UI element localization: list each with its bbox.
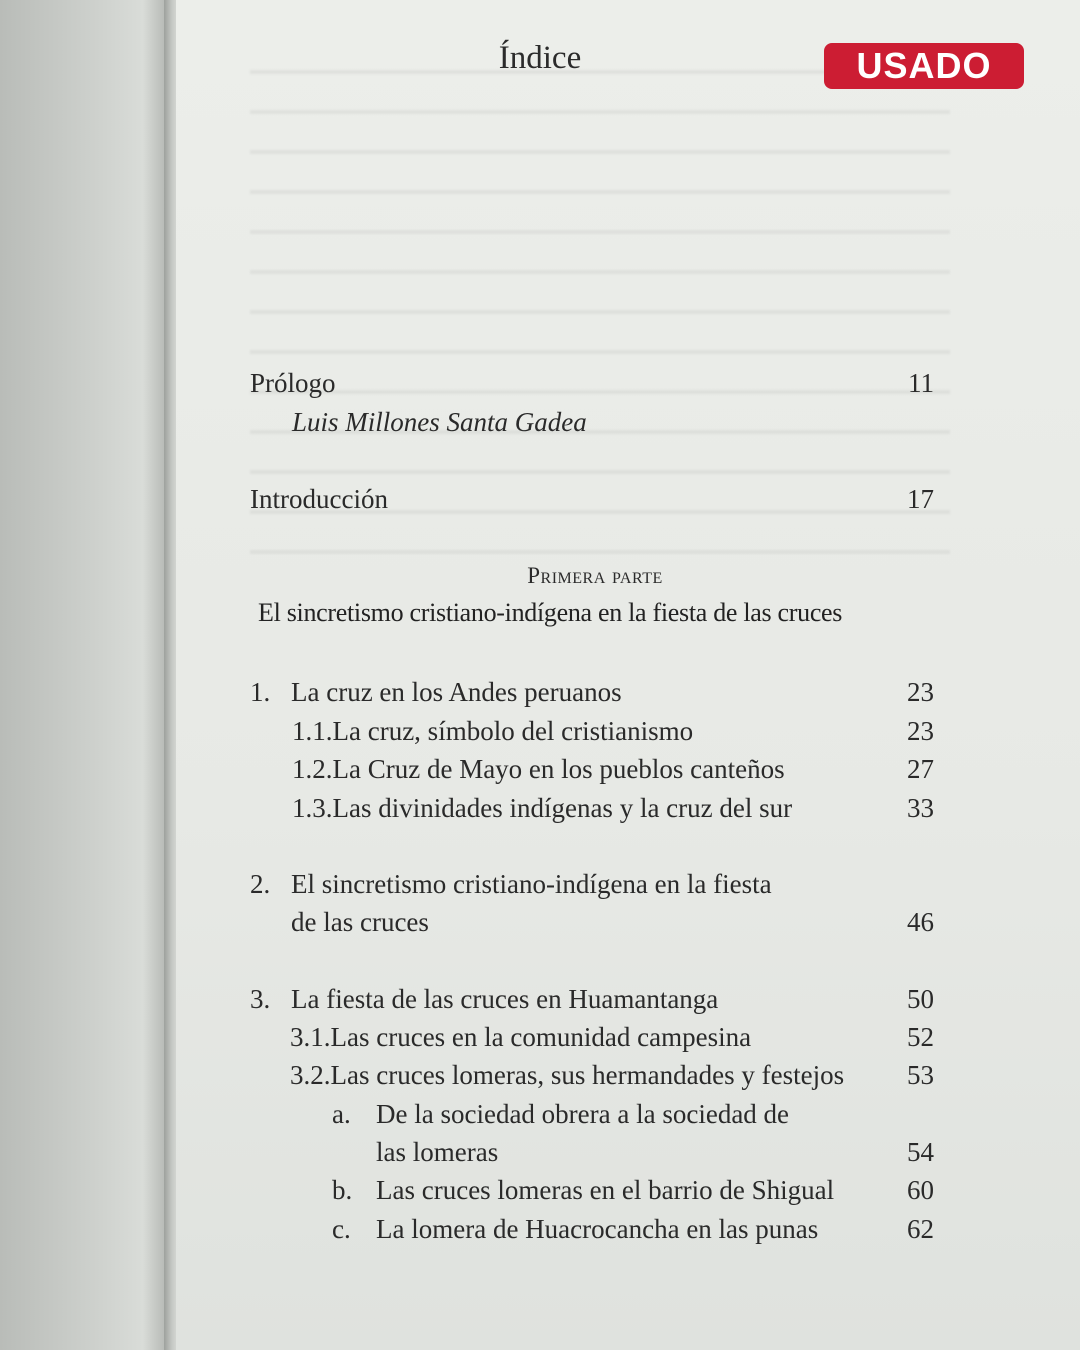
introduction-page: 17 bbox=[907, 484, 934, 514]
chapter-title-continued: de las cruces bbox=[291, 907, 429, 937]
section-title: 3.2.Las cruces lomeras, sus hermandades y festejos bbox=[290, 1060, 845, 1090]
subsection-page: 54 bbox=[907, 1137, 934, 1167]
subsection-letter: b. bbox=[332, 1175, 353, 1205]
section-page: 52 bbox=[907, 1022, 934, 1052]
section-page: 23 bbox=[907, 716, 934, 746]
section-title: 1.3.Las divinidades indígenas y la cruz del sur bbox=[292, 793, 793, 823]
prologue-author: Luis Millones Santa Gadea bbox=[292, 407, 587, 437]
section-page: 33 bbox=[907, 793, 934, 823]
section-title: 1.2.La Cruz de Mayo en los pueblos canteños bbox=[292, 754, 785, 784]
part-heading: Primera parte bbox=[527, 563, 663, 588]
page-title: Índice bbox=[498, 40, 582, 76]
subsection-page: 60 bbox=[907, 1175, 934, 1205]
subsection-letter: a. bbox=[332, 1099, 351, 1129]
subsection-title: Las cruces lomeras en el barrio de Shigual bbox=[376, 1175, 835, 1205]
chapter-title: El sincretismo cristiano-indígena en la fiesta bbox=[291, 869, 772, 899]
prologue-label: Prólogo bbox=[250, 368, 336, 398]
chapter-title: La fiesta de las cruces en Huamantanga bbox=[291, 984, 719, 1014]
subsection-page: 62 bbox=[907, 1214, 934, 1244]
chapter-number: 2. bbox=[250, 869, 271, 899]
chapter-title: La cruz en los Andes peruanos bbox=[291, 677, 622, 707]
introduction-label: Introducción bbox=[250, 484, 388, 514]
chapter-page: 23 bbox=[907, 677, 934, 707]
subsection-title: De la sociedad obrera a la sociedad de bbox=[376, 1099, 790, 1129]
chapter-number: 3. bbox=[250, 984, 271, 1014]
section-title: 1.1.La cruz, símbolo del cristianismo bbox=[292, 716, 694, 746]
subsection-letter: c. bbox=[332, 1214, 351, 1244]
section-title: 3.1.Las cruces en la comunidad campesina bbox=[290, 1022, 752, 1052]
part-title: El sincretismo cristiano-indígena en la fiesta de las cruces bbox=[258, 598, 843, 627]
subsection-title-continued: las lomeras bbox=[376, 1137, 499, 1167]
chapter-page: 50 bbox=[907, 984, 934, 1014]
section-page: 53 bbox=[907, 1060, 934, 1090]
chapter-page: 46 bbox=[907, 907, 934, 937]
used-badge: USADO bbox=[824, 43, 1024, 89]
chapter-number: 1. bbox=[250, 677, 271, 707]
section-page: 27 bbox=[907, 754, 934, 784]
subsection-title: La lomera de Huacrocancha en las punas bbox=[376, 1214, 819, 1244]
prologue-page: 11 bbox=[908, 368, 934, 398]
